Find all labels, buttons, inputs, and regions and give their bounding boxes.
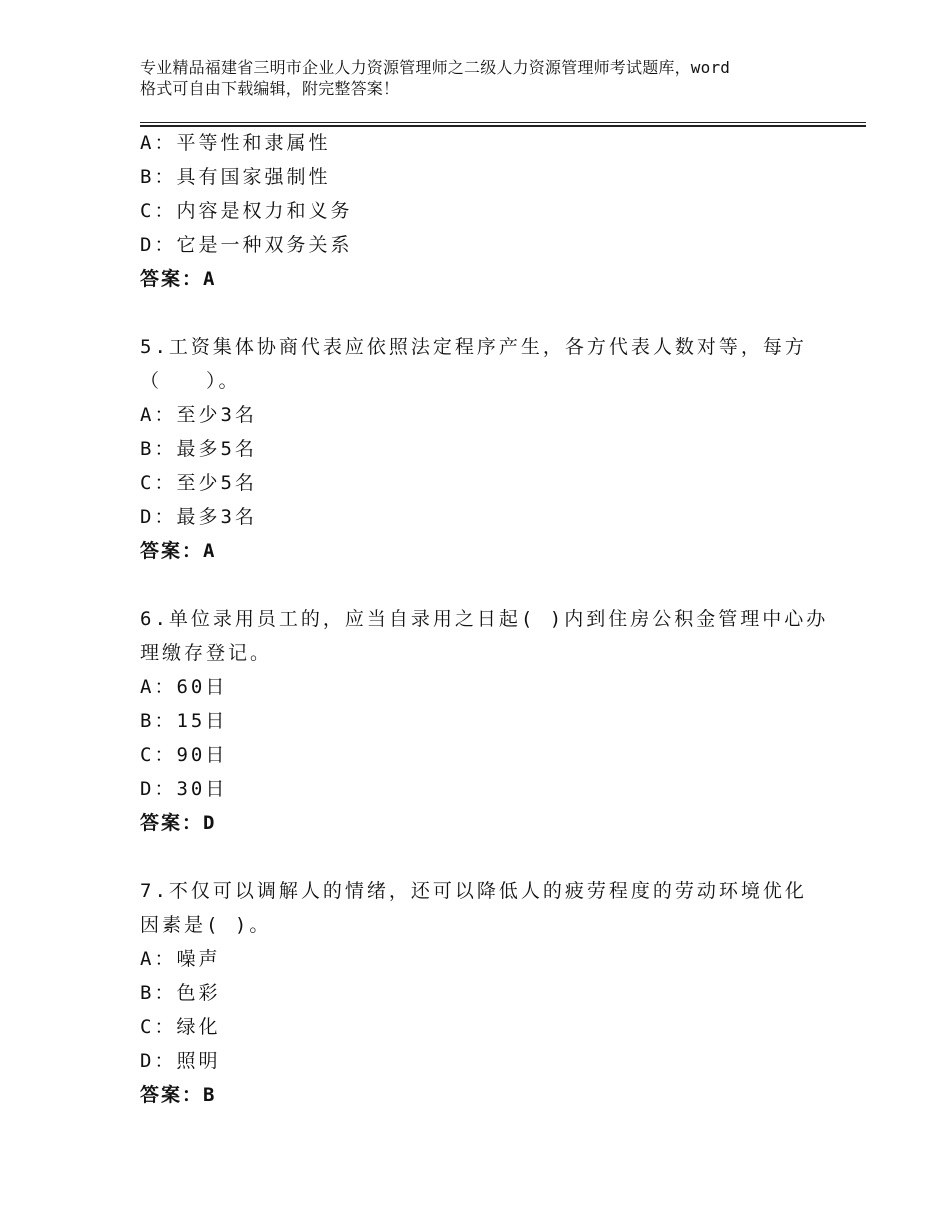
question-stem-line-1: 5.工资集体协商代表应依照法定程序产生，各方代表人数对等，每方 xyxy=(140,336,807,358)
header-title-line-1: 专业精品福建省三明市企业人力资源管理师之二级人力资源管理师考试题库，word xyxy=(140,58,731,77)
question-stem-line-2: 因素是( )。 xyxy=(140,914,272,936)
header-divider-thin xyxy=(140,122,866,123)
option-b: B：具有国家强制性 xyxy=(140,166,331,188)
question-6 xyxy=(140,602,829,840)
option-c: C：内容是权力和义务 xyxy=(140,200,353,222)
option-d: D：30日 xyxy=(140,778,228,800)
question-4 xyxy=(140,126,820,296)
answer-label: 答案：D xyxy=(140,812,217,834)
option-d: D：它是一种双务关系 xyxy=(140,234,353,256)
option-b: B：色彩 xyxy=(140,982,221,1004)
option-a: A：噪声 xyxy=(140,948,221,970)
option-c: C：90日 xyxy=(140,744,228,766)
answer-label: 答案：B xyxy=(140,1084,217,1106)
answer-label: 答案：A xyxy=(140,540,217,562)
option-a: A：至少3名 xyxy=(140,404,257,426)
question-stem-line-2: 理缴存登记。 xyxy=(140,642,273,664)
option-d: D：照明 xyxy=(140,1050,221,1072)
question-list xyxy=(140,126,829,1112)
option-a: A：平等性和隶属性 xyxy=(140,132,331,154)
spacer xyxy=(140,840,820,874)
answer-label: 答案：A xyxy=(140,268,217,290)
document-header xyxy=(140,57,840,99)
header-title-line-2: 格式可自由下载编辑，附完整答案！ xyxy=(140,79,400,98)
question-5 xyxy=(140,330,820,568)
spacer xyxy=(140,568,820,602)
option-c: C：至少5名 xyxy=(140,472,257,494)
spacer xyxy=(140,296,820,330)
question-stem-line-1: 7.不仅可以调解人的情绪，还可以降低人的疲劳程度的劳动环境优化 xyxy=(140,880,807,902)
question-7 xyxy=(140,874,820,1112)
question-stem-line-2: （ ）。 xyxy=(140,370,241,392)
option-c: C：绿化 xyxy=(140,1016,221,1038)
question-stem-line-1: 6.单位录用员工的，应当自录用之日起( )内到住房公积金管理中心办 xyxy=(140,608,829,630)
option-b: B：15日 xyxy=(140,710,228,732)
option-b: B：最多5名 xyxy=(140,438,257,460)
option-a: A：60日 xyxy=(140,676,228,698)
option-d: D：最多3名 xyxy=(140,506,257,528)
